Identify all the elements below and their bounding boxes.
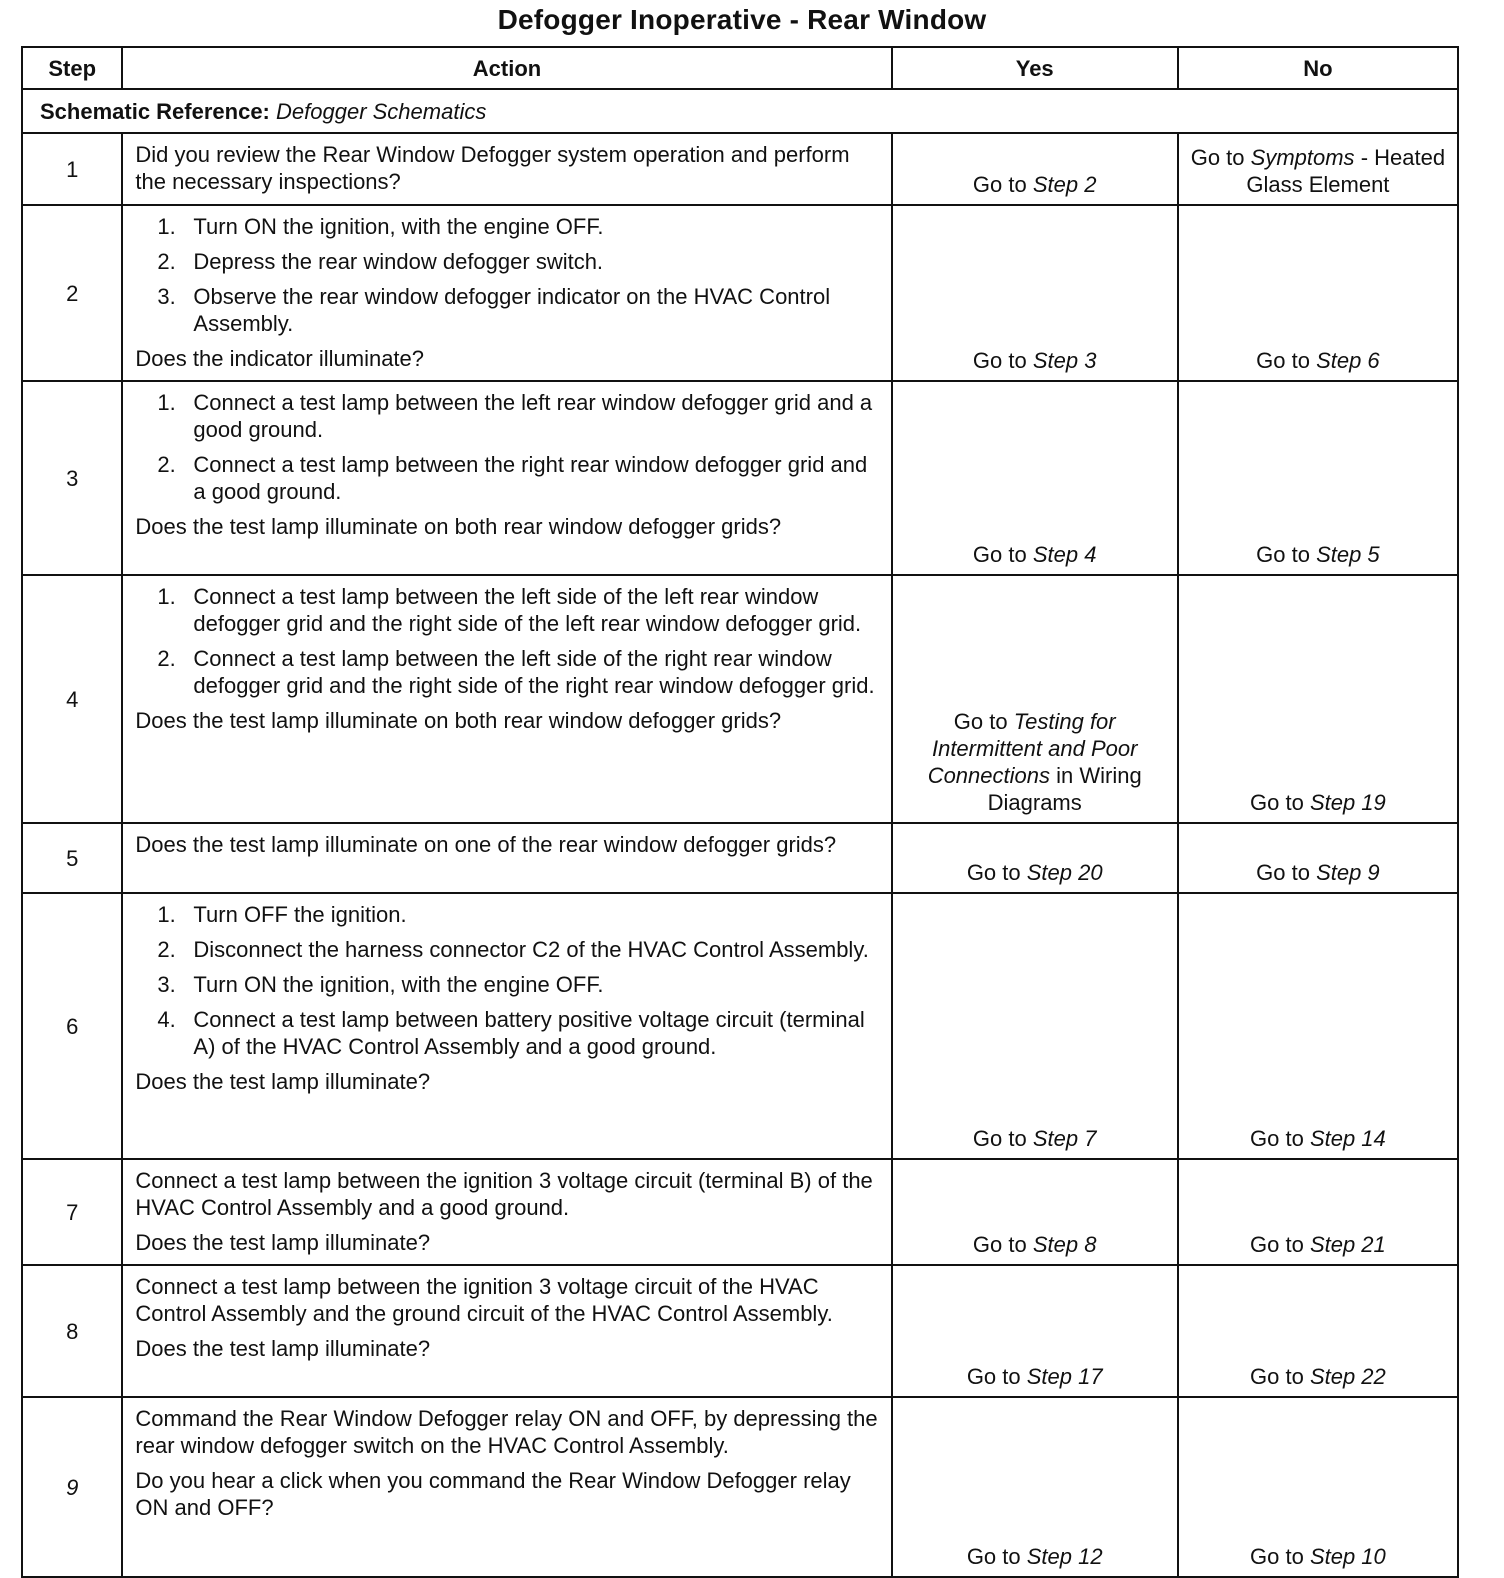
schematic-reference-row <box>22 89 1458 133</box>
header-yes: Yes <box>892 47 1178 89</box>
no-prefix: Go to <box>1250 1364 1304 1389</box>
action-cell <box>122 1159 891 1265</box>
no-cell <box>1178 893 1458 1159</box>
no-reference-link[interactable]: Step 5 <box>1316 542 1380 567</box>
yes-prefix: Go to <box>972 542 1027 567</box>
action-cell <box>122 1265 891 1397</box>
action-cell <box>122 133 891 205</box>
no-cell <box>1178 1265 1458 1397</box>
action-step <box>135 389 880 443</box>
action-step-number: 2. <box>157 646 176 671</box>
action-question: Does the test lamp illuminate? <box>135 1230 431 1255</box>
action-steps <box>135 901 880 1060</box>
action-question: Did you review the Rear Window Defogger system operation and perform the necessary inspections? <box>135 142 850 194</box>
action-question: Do you hear a click when you command the Rear Window Defogger relay ON and OFF? <box>135 1468 851 1520</box>
no-prefix: Go to <box>1250 1126 1304 1151</box>
step-number-text: 4 <box>66 686 79 712</box>
no-prefix: Go to <box>1250 1232 1304 1257</box>
no-reference-link[interactable]: Step 21 <box>1309 1232 1386 1257</box>
action-step-text: Depress the rear window defogger switch. <box>193 249 604 274</box>
schematic-reference <box>22 89 1458 133</box>
no-reference-link[interactable]: Step 19 <box>1309 790 1386 815</box>
schematic-reference-label: Schematic Reference: <box>40 98 270 124</box>
no-prefix: Go to <box>1256 542 1310 567</box>
yes-reference-link[interactable]: Step 4 <box>1032 542 1097 567</box>
no-cell <box>1178 381 1458 575</box>
diagnostic-table <box>21 46 1459 1578</box>
action-step <box>135 283 880 337</box>
table-row <box>22 1397 1458 1577</box>
action-step-text: Turn ON the ignition, with the engine OFF. <box>193 972 604 997</box>
action-step-text: Connect a test lamp between the left side of the right rear window defogger grid and the right side of the right rear window defogger grid. <box>193 646 875 698</box>
action-question: Does the test lamp illuminate? <box>135 1069 431 1094</box>
yes-reference-link[interactable]: Step 20 <box>1026 860 1103 885</box>
header-step: Step <box>22 47 122 89</box>
table-header-row <box>22 47 1458 89</box>
step-number <box>22 381 122 575</box>
action-cell <box>122 893 891 1159</box>
yes-cell <box>892 575 1178 823</box>
yes-cell <box>892 1159 1178 1265</box>
yes-prefix: Go to <box>972 1232 1027 1257</box>
action-question: Does the test lamp illuminate? <box>135 1336 431 1361</box>
action-cell <box>122 575 891 823</box>
action-step-text: Turn ON the ignition, with the engine OFF. <box>193 214 604 239</box>
yes-prefix: Go to <box>966 1544 1021 1569</box>
yes-prefix: Go to <box>972 172 1027 197</box>
header-action: Action <box>122 47 891 89</box>
action-steps <box>135 583 880 699</box>
action-step <box>135 213 880 240</box>
action-step-number: 1. <box>157 390 176 415</box>
action-step-number: 1. <box>157 214 176 239</box>
yes-cell <box>892 381 1178 575</box>
step-number-text: 7 <box>66 1199 79 1225</box>
action-step-number: 4. <box>157 1007 176 1032</box>
no-suffix: - Heated Glass Element <box>1246 145 1446 197</box>
table-row <box>22 381 1458 575</box>
no-cell <box>1178 823 1458 893</box>
action-step-number: 2. <box>157 249 176 274</box>
yes-cell <box>892 893 1178 1159</box>
step-number-text: 6 <box>66 1013 79 1039</box>
step-number-text: 1 <box>66 156 79 182</box>
table-row <box>22 1265 1458 1397</box>
step-number-text: 8 <box>66 1318 79 1344</box>
schematic-reference-link[interactable]: Defogger Schematics <box>276 98 487 124</box>
no-reference-link[interactable]: Step 10 <box>1309 1544 1386 1569</box>
no-reference-link[interactable]: Step 9 <box>1316 860 1380 885</box>
no-reference-link[interactable]: Step 6 <box>1316 348 1380 373</box>
action-step <box>135 936 880 963</box>
yes-reference-link[interactable]: Step 12 <box>1026 1544 1103 1569</box>
yes-cell <box>892 133 1178 205</box>
action-step-text: Disconnect the harness connector C2 of the HVAC Control Assembly. <box>193 937 869 962</box>
action-step-number: 2. <box>157 937 176 962</box>
step-number <box>22 1159 122 1265</box>
yes-reference-link[interactable]: Testing for Intermittent and Poor Connections <box>927 709 1138 788</box>
yes-reference-link[interactable]: Step 8 <box>1032 1232 1097 1257</box>
no-cell <box>1178 133 1458 205</box>
no-cell <box>1178 575 1458 823</box>
step-number <box>22 205 122 381</box>
no-cell <box>1178 1397 1458 1577</box>
no-cell <box>1178 205 1458 381</box>
step-number-text: 3 <box>66 465 79 491</box>
yes-prefix: Go to <box>953 709 1008 734</box>
no-prefix: Go to <box>1190 145 1245 170</box>
action-question: Does the test lamp illuminate on one of the rear window defogger grids? <box>135 832 837 857</box>
action-step <box>135 583 880 637</box>
no-reference-link[interactable]: Step 22 <box>1309 1364 1386 1389</box>
yes-reference-link[interactable]: Step 7 <box>1032 1126 1097 1151</box>
yes-cell <box>892 1265 1178 1397</box>
action-step <box>135 645 880 699</box>
no-reference-link[interactable]: Symptoms <box>1250 145 1355 170</box>
table-row <box>22 893 1458 1159</box>
step-number-text: 9 <box>66 1474 79 1500</box>
action-step-number: 1. <box>157 902 176 927</box>
action-step-text: Observe the rear window defogger indicator on the HVAC Control Assembly. <box>193 284 831 336</box>
no-prefix: Go to <box>1256 860 1310 885</box>
table-row <box>22 575 1458 823</box>
action-question: Does the test lamp illuminate on both rear window defogger grids? <box>135 514 782 539</box>
yes-prefix: Go to <box>966 860 1021 885</box>
action-step-text: Connect a test lamp between battery positive voltage circuit (terminal A) of the HVAC Control Assembly and a good ground. <box>193 1007 865 1059</box>
action-steps <box>135 213 880 337</box>
table-row <box>22 133 1458 205</box>
yes-reference-link[interactable]: Step 2 <box>1032 172 1097 197</box>
action-step-text: Connect a test lamp between the right rear window defogger grid and a good ground. <box>193 452 868 504</box>
action-cell <box>122 823 891 893</box>
action-question: Does the indicator illuminate? <box>135 346 425 371</box>
yes-cell <box>892 205 1178 381</box>
action-step-text: Connect a test lamp between the left rear window defogger grid and a good ground. <box>193 390 873 442</box>
table-row <box>22 823 1458 893</box>
action-instruction: Command the Rear Window Defogger relay ON and OFF, by depressing the rear window defogger switch on the HVAC Control Assembly. <box>135 1406 878 1458</box>
action-step-number: 1. <box>157 584 176 609</box>
action-cell <box>122 381 891 575</box>
step-number-text: 5 <box>66 845 79 871</box>
step-number <box>22 575 122 823</box>
step-number <box>22 1397 122 1577</box>
action-step-number: 3. <box>157 972 176 997</box>
action-step-number: 3. <box>157 284 176 309</box>
yes-suffix: in Wiring Diagrams <box>987 763 1142 815</box>
yes-cell <box>892 823 1178 893</box>
yes-prefix: Go to <box>972 348 1027 373</box>
page-title: Defogger Inoperative - Rear Window <box>497 4 987 35</box>
action-step <box>135 901 880 928</box>
action-question: Does the test lamp illuminate on both rear window defogger grids? <box>135 708 782 733</box>
step-number-text: 2 <box>66 280 79 306</box>
no-prefix: Go to <box>1250 1544 1304 1569</box>
action-step-number: 2. <box>157 452 176 477</box>
action-steps <box>135 389 880 505</box>
yes-reference-link[interactable]: Step 3 <box>1032 348 1097 373</box>
yes-reference-link[interactable]: Step 17 <box>1026 1364 1103 1389</box>
step-number <box>22 823 122 893</box>
yes-cell <box>892 1397 1178 1577</box>
action-step <box>135 248 880 275</box>
no-prefix: Go to <box>1250 790 1304 815</box>
no-prefix: Go to <box>1256 348 1310 373</box>
yes-prefix: Go to <box>966 1364 1021 1389</box>
action-instruction: Connect a test lamp between the ignition 3 voltage circuit of the HVAC Control Assembly and the ground circuit of the HVAC Control Assembly. <box>135 1274 833 1326</box>
action-step <box>135 451 880 505</box>
no-reference-link[interactable]: Step 14 <box>1309 1126 1386 1151</box>
step-number <box>22 1265 122 1397</box>
action-instruction: Connect a test lamp between the ignition 3 voltage circuit (terminal B) of the HVAC Control Assembly and a good ground. <box>135 1168 873 1220</box>
action-step <box>135 971 880 998</box>
action-cell <box>122 1397 891 1577</box>
header-no: No <box>1178 47 1458 89</box>
table-row <box>22 1159 1458 1265</box>
table-row <box>22 205 1458 381</box>
step-number <box>22 133 122 205</box>
action-step-text: Turn OFF the ignition. <box>193 902 407 927</box>
yes-prefix: Go to <box>972 1126 1027 1151</box>
action-step <box>135 1006 880 1060</box>
action-cell <box>122 205 891 381</box>
no-cell <box>1178 1159 1458 1265</box>
step-number <box>22 893 122 1159</box>
action-step-text: Connect a test lamp between the left side of the left rear window defogger grid and the right side of the left rear window defogger grid. <box>193 584 862 636</box>
diagnostic-table-container <box>21 46 1459 1578</box>
